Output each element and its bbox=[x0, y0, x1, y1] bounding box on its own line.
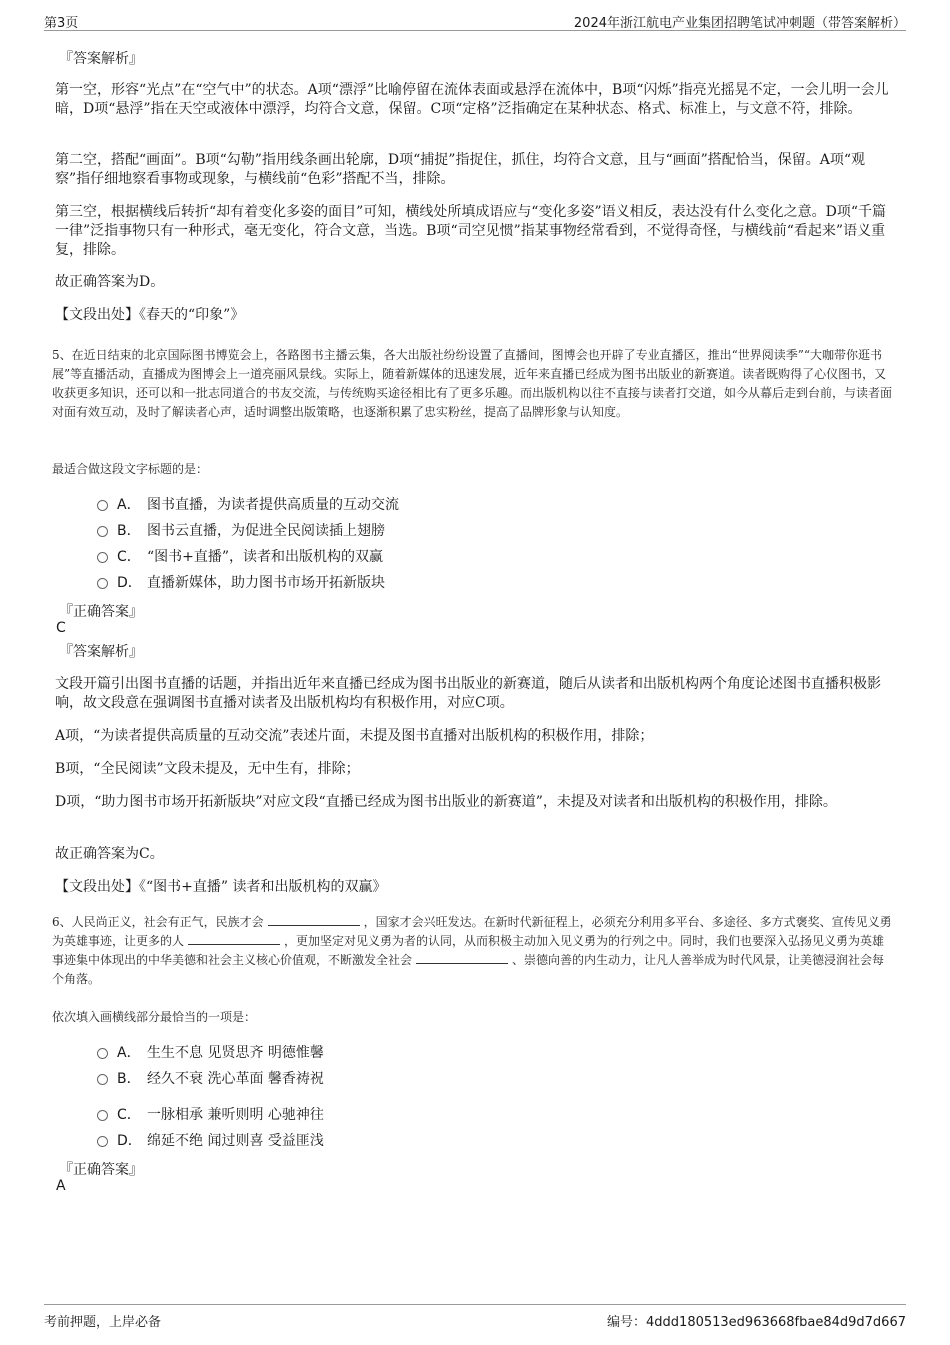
q5-option-b[interactable]: B． 图书云直播，为促进全民阅读插上翅膀 bbox=[97, 521, 385, 541]
fill-blank-3 bbox=[416, 951, 508, 964]
document-id: 编号：4ddd180513ed963668fbae84d9d7d667 bbox=[607, 1315, 906, 1330]
q5-correct-answer: C bbox=[56, 620, 66, 636]
q5-question: 最适合做这段文字标题的是： bbox=[52, 462, 209, 476]
q5-correct-label: 『正确答案』 bbox=[59, 604, 143, 620]
q5-analysis-label: 『答案解析』 bbox=[59, 644, 143, 660]
radio-icon[interactable] bbox=[97, 552, 108, 563]
q4-analysis-label: 『答案解析』 bbox=[59, 51, 143, 67]
radio-icon[interactable] bbox=[97, 526, 108, 537]
radio-icon[interactable] bbox=[97, 500, 108, 511]
fill-blank-2 bbox=[188, 932, 280, 945]
document-title: 2024年浙江航电产业集团招聘笔试冲刺题（带答案解析） bbox=[573, 16, 906, 31]
q4-source: 【文段出处】《春天的“印象”》 bbox=[55, 307, 245, 323]
q6-correct-answer: A bbox=[56, 1178, 66, 1194]
q5-stem: 5、在近日结束的北京国际图书博览会上，各路图书主播云集，各大出版社纷纷设置了直播间，图博会也开辟了专业直播区，推出“世界阅读季”“大咖带你逛书展”等直播活动，直播成为图博会上一道亮丽风景线。实际上，随着新媒体的迅速发展，近年来直播已经成为图书出版业的新赛道。读者既购得了心仪图书，又收获更多知识，还可以和一批志同道合的书友交流，与传统购买途径相比有了更多乐趣。而出版机构以往不直接与读者打交道，如今从幕后走到台前，与读者面对面有效互动，及时了解读者心声，适时调整出版策略，也逐渐积累了忠实粉丝，提高了品牌形象与认知度。 bbox=[52, 348, 893, 419]
fill-blank-1 bbox=[268, 913, 360, 926]
q5-analysis-p4: D项，“助力图书市场开拓新版块”对应文段“直播已经成为图书出版业的新赛道”，未提及对读者和出版机构的积极作用，排除。 bbox=[55, 794, 837, 810]
q4-conclusion: 故正确答案为D。 bbox=[55, 274, 165, 290]
q6-option-d[interactable]: D． 绵延不绝 闻过则喜 受益匪浅 bbox=[97, 1131, 324, 1151]
q4-analysis-p3: 第三空，根据横线后转折“却有着变化多姿的面目”可知，横线处所填成语应与“变化多姿”语义相反，表达没有什么变化之意。D项“千篇一律”泛指事物只有一种形式，毫无变化，符合文意，当选。B项“司空见惯”指某事物经常看到，不觉得奇怪，与横线前“看起来”语义重复，排除。 bbox=[55, 204, 887, 258]
radio-icon[interactable] bbox=[97, 1074, 108, 1085]
q6-option-a[interactable]: A． 生生不息 见贤思齐 明德惟馨 bbox=[97, 1043, 324, 1063]
q5-option-d[interactable]: D． 直播新媒体，助力图书市场开拓新版块 bbox=[97, 573, 385, 593]
footer-slogan: 考前押题，上岸必备 bbox=[44, 1315, 162, 1330]
q6-option-c[interactable]: C． 一脉相承 兼听则明 心驰神往 bbox=[97, 1105, 324, 1125]
radio-icon[interactable] bbox=[97, 1048, 108, 1059]
q6-correct-label: 『正确答案』 bbox=[59, 1162, 143, 1178]
page-footer bbox=[44, 1304, 906, 1330]
q5-option-c[interactable]: C． “图书+直播”，读者和出版机构的双赢 bbox=[97, 547, 383, 567]
page-header bbox=[44, 8, 906, 31]
q4-analysis-p2: 第二空，搭配“画面”。B项“勾勒”指用线条画出轮廓，D项“捕捉”指捉住，抓住，均符合文意，且与“画面”搭配恰当，保留。A项“观察”指仔细地察看事物或现象，与横线前“色彩”搭配不当，排除。 bbox=[55, 152, 866, 187]
q6-question: 依次填入画横线部分最恰当的一项是： bbox=[52, 1010, 257, 1024]
radio-icon[interactable] bbox=[97, 1110, 108, 1121]
radio-icon[interactable] bbox=[97, 1136, 108, 1147]
q4-analysis-p1: 第一空，形容“光点”在“空气中”的状态。A项“漂浮”比喻停留在流体表面或悬浮在流体中，B项“闪烁”指亮光摇晃不定，一会儿明一会儿暗，D项“悬浮”指在天空或液体中漂浮，均符合文意，保留。C项“定格”泛指确定在某种状态、格式、标准上，与文意不符，排除。 bbox=[55, 82, 889, 117]
q5-conclusion: 故正确答案为C。 bbox=[55, 846, 164, 862]
q5-analysis-p2: A项，“为读者提供高质量的互动交流”表述片面，未提及图书直播对出版机构的积极作用，排除； bbox=[55, 728, 654, 744]
q5-analysis-p1: 文段开篇引出图书直播的话题，并指出近年来直播已经成为图书出版业的新赛道，随后从读者和出版机构两个角度论述图书直播积极影响，故文段意在强调图书直播对读者及出版机构均有积极作用，对应C项。 bbox=[55, 676, 881, 711]
q5-source: 【文段出处】《“图书+直播” 读者和出版机构的双赢》 bbox=[55, 879, 387, 895]
q5-analysis-p3: B项，“全民阅读”文段未提及，无中生有，排除； bbox=[55, 761, 360, 777]
q5-option-a[interactable]: A． 图书直播，为读者提供高质量的互动交流 bbox=[97, 495, 399, 515]
q6-stem: 6、人民尚正义，社会有正气，民族才会 ，国家才会兴旺发达。在新时代新征程上，必须充分利用多平台、多途径、多方式褒奖、宣传见义勇为英雄事迹，让更多的人 ，更加坚定对见义勇为者的认同，从而积极主动加入见义勇为的行列之中。同时，我们也要深入弘扬见义勇为英雄事迹集中体现出的中华美德和社会主义核心价值观，不断激发全社会 、崇德向善的内生动力，让凡人善举成为时代风景，让美德浸润社会每个角落。 bbox=[52, 915, 892, 986]
q6-option-b[interactable]: B． 经久不衰 洗心革面 馨香祷祝 bbox=[97, 1069, 324, 1089]
radio-icon[interactable] bbox=[97, 578, 108, 589]
page-number: 第3页 bbox=[44, 16, 79, 31]
